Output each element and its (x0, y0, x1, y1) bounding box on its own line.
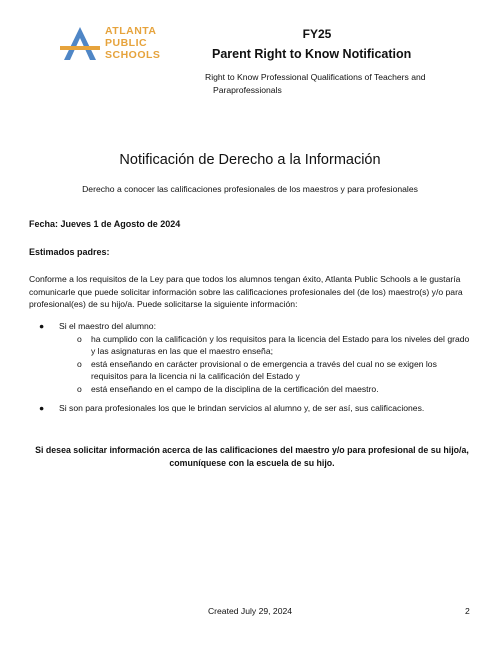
list-item (29, 402, 475, 415)
logo-line-3: SCHOOLS (105, 49, 161, 61)
header-title: Parent Right to Know Notification (212, 47, 412, 61)
list-item (29, 320, 475, 333)
page-number: 2 (465, 606, 470, 616)
document-subtitle: Derecho a conocer las calificaciones profesionales de los maestros y para profesionales (82, 184, 418, 194)
circle-bullet-icon: o (77, 383, 82, 394)
list-item-text: Si son para profesionales los que le brindan servicios al alumno y, de ser así, sus calificaciones. (59, 403, 425, 413)
sub-list-item (29, 383, 475, 396)
closing-paragraph: Si desea solicitar información acerca de las calificaciones del maestro y/o para profesional de su hijo/a, comuníquese con la escuela de su hijo. (35, 445, 469, 468)
circle-bullet-icon: o (77, 358, 82, 369)
bullet-icon: ● (39, 321, 45, 331)
circle-bullet-icon: o (77, 333, 82, 344)
date-line: Fecha: Jueves 1 de Agosto de 2024 (29, 219, 181, 229)
sub-list-item-text: está enseñando en carácter provisional o de emergencia a través del cual no se exigen los requisitos para la licencia ni la calificación del Estado y (91, 358, 437, 382)
document-title: Notificación de Derecho a la Información (119, 152, 381, 168)
header-subtitle-line-1: Right to Know Professional Qualifications of Teachers and (205, 72, 426, 82)
sub-list-item-text: está enseñando en el campo de la disciplina de la certificación del maestro. (91, 383, 379, 394)
fiscal-year: FY25 (302, 27, 332, 41)
footer-created: Created July 29, 2024 (207, 606, 293, 616)
logo-line-1: ATLANTA (105, 25, 157, 37)
sub-list-item (29, 333, 475, 358)
header-subtitle-line-2: Paraprofessionals (213, 84, 282, 95)
sub-list-item (29, 358, 475, 383)
sub-list-item-text: ha cumplido con la calificación y los requisitos para la licencia del Estado para los niveles del grado y las asignaturas en las que el maestro enseña; (91, 333, 470, 357)
logo-line-2: PUBLIC (105, 37, 148, 49)
greeting: Estimados padres: (29, 247, 110, 257)
list-item-text: Si el maestro del alumno: (59, 321, 156, 331)
intro-paragraph: Conforme a los requisitos de la Ley para que todos los alumnos tengan éxito, Atlanta Public Schools a le gustaría comunicarle que puede solicitar información sobre las calificaciones profesionales del (de los) maestro(s) y/o para profesional(es) de su hijo/a. Puede solicitarse la siguiente información: (29, 274, 463, 310)
header-subtitle (205, 71, 465, 96)
bullet-icon: ● (39, 403, 45, 413)
info-list (29, 320, 475, 413)
